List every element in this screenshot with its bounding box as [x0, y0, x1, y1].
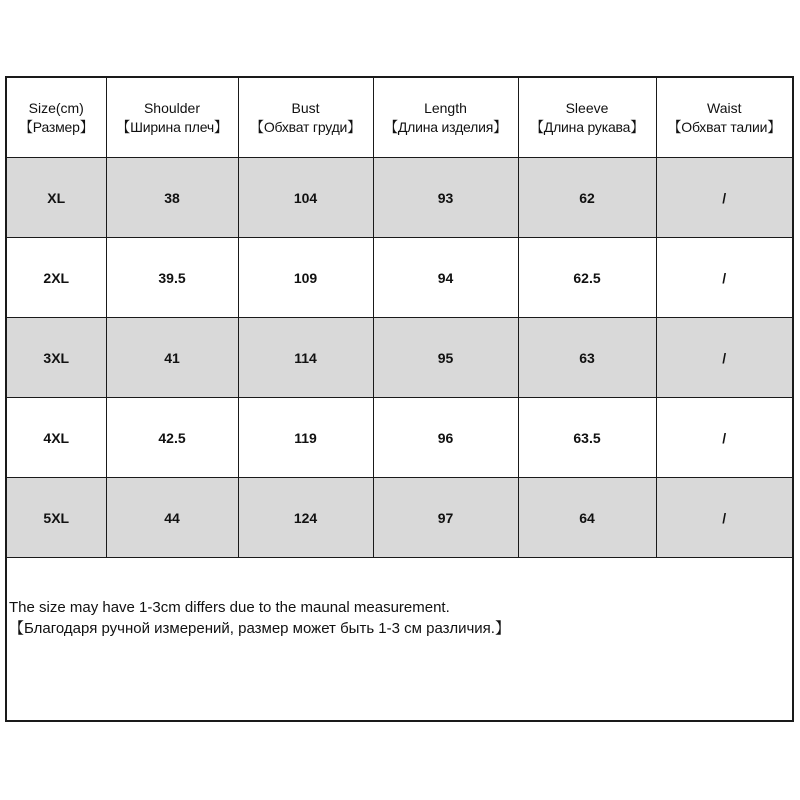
table-row — [7, 398, 792, 478]
cell-bust: 114 — [238, 318, 373, 398]
header-sleeve-en: Sleeve — [565, 99, 609, 116]
header-sleeve-ru: 【Длина рукава】 — [530, 118, 644, 135]
header-row — [7, 78, 792, 158]
cell-sleeve: 62.5 — [518, 238, 656, 318]
cell-bust: 104 — [238, 158, 373, 238]
cell-waist: / — [656, 478, 792, 558]
cell-shoulder: 41 — [106, 318, 238, 398]
header-size — [7, 78, 106, 158]
header-waist-en: Waist — [707, 99, 742, 116]
note-line-en: The size may have 1-3cm differs due to the maunal measurement. — [9, 599, 450, 616]
cell-shoulder: 39.5 — [106, 238, 238, 318]
cell-length: 95 — [373, 318, 518, 398]
cell-bust: 119 — [238, 398, 373, 478]
cell-waist: / — [656, 238, 792, 318]
header-bust — [238, 78, 373, 158]
header-length-en: Length — [424, 99, 467, 116]
header-size-ru: 【Размер】 — [18, 118, 94, 135]
cell-shoulder: 42.5 — [106, 398, 238, 478]
note-line-ru: 【Благодаря ручной измерений, размер может быть 1-3 см различия.】 — [9, 620, 510, 637]
cell-size: 2XL — [7, 238, 106, 318]
size-chart-table — [7, 78, 792, 558]
header-shoulder-en: Shoulder — [143, 99, 201, 116]
cell-sleeve: 63.5 — [518, 398, 656, 478]
cell-size: 5XL — [7, 478, 106, 558]
cell-length: 97 — [373, 478, 518, 558]
cell-bust: 124 — [238, 478, 373, 558]
header-bust-ru: 【Обхват груди】 — [250, 118, 361, 135]
table-row — [7, 318, 792, 398]
cell-sleeve: 64 — [518, 478, 656, 558]
cell-size: XL — [7, 158, 106, 238]
table-row — [7, 158, 792, 238]
cell-length: 94 — [373, 238, 518, 318]
cell-waist: / — [656, 158, 792, 238]
cell-length: 96 — [373, 398, 518, 478]
cell-waist: / — [656, 398, 792, 478]
header-sleeve — [518, 78, 656, 158]
cell-size: 3XL — [7, 318, 106, 398]
cell-waist: / — [656, 318, 792, 398]
header-length — [373, 78, 518, 158]
measurement-note — [9, 597, 789, 639]
cell-length: 93 — [373, 158, 518, 238]
cell-bust: 109 — [238, 238, 373, 318]
header-waist — [656, 78, 792, 158]
cell-sleeve: 62 — [518, 158, 656, 238]
header-shoulder-ru: 【Ширина плеч】 — [116, 118, 228, 135]
cell-shoulder: 38 — [106, 158, 238, 238]
header-bust-en: Bust — [291, 99, 320, 116]
header-length-ru: 【Длина изделия】 — [384, 118, 507, 135]
header-waist-ru: 【Обхват талии】 — [667, 118, 782, 135]
header-shoulder — [106, 78, 238, 158]
cell-sleeve: 63 — [518, 318, 656, 398]
table-row — [7, 238, 792, 318]
size-chart-frame — [5, 76, 794, 722]
cell-size: 4XL — [7, 398, 106, 478]
cell-shoulder: 44 — [106, 478, 238, 558]
table-row — [7, 478, 792, 558]
header-size-en: Size(cm) — [28, 99, 84, 116]
